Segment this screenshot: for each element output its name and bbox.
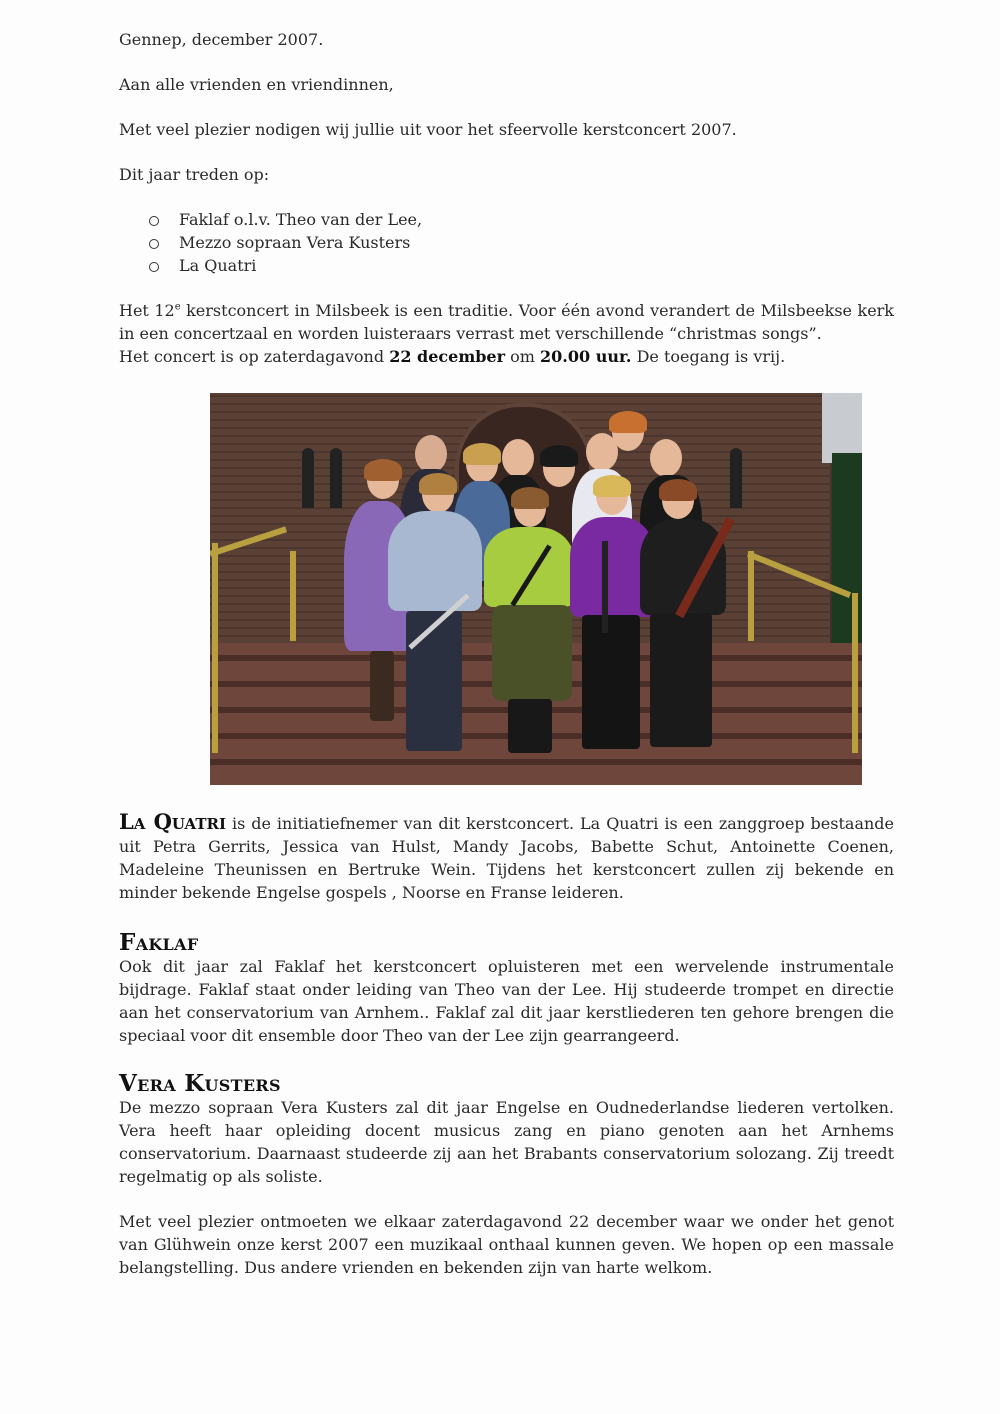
list-item: Faklaf o.l.v. Theo van der Lee, [149, 208, 894, 231]
concert-info: Het concert is op zaterdagavond 22 december om 20.00 uur. De toegang is vrij. [119, 347, 786, 366]
laquatri-lead: La Quatri [119, 809, 226, 834]
concert-time: 20.00 uur. [540, 347, 632, 366]
closing-paragraph: Met veel plezier ontmoeten we elkaar zaterdagavond 22 december waar we onder het genot van Glühwein onze kerst 2007 een muzikaal onthaal kunnen geven. We hopen op een massale belangstelling. Dus andere vrienden en bekenden zijn van harte welkom. [119, 1212, 894, 1277]
circle-bullet-icon [149, 262, 159, 272]
faklaf-paragraph: Ook dit jaar zal Faklaf het kerstconcert opluisteren met een wervelende instrumentale bijdrage. Faklaf staat onder leiding van Theo van der Lee. Hij studeerde trompet en directie aan het conservatorium van Arnhem.. Faklaf zal dit jaar kerstliederen ten gehore brengen die speciaal voor dit ensemble door Theo van der Lee zijn gearrangeerd. [119, 957, 894, 1045]
vera-paragraph: De mezzo sopraan Vera Kusters zal dit jaar Engelse en Oudnederlandse liederen vertolken. Vera heeft haar opleiding docent musicus zang en piano genoten aan het Arnhems conservatorium. Daarnaast studeerde zij aan het Brabants conservatorium solozang. Zij treedt regelmatig op als soliste. [119, 1098, 894, 1186]
faklaf-heading: Faklaf [119, 929, 199, 956]
circle-bullet-icon [149, 239, 159, 249]
list-item: La Quatri [149, 254, 894, 277]
tradition-paragraph: Het 12e kerstconcert in Milsbeek is een traditie. Voor één avond verandert de Milsbeekse kerk in een concertzaal en worden luisteraars verrast met verschillende “christmas songs”. [119, 301, 895, 343]
content-sections [119, 810, 894, 1279]
performers-list [119, 208, 894, 277]
vera-heading: Vera Kusters [119, 1070, 281, 1097]
concert-date: 22 december [389, 347, 506, 366]
laquatri-paragraph: La Quatri is de initiatiefnemer van dit kerstconcert. La Quatri is een zanggroep bestaande uit Petra Gerrits, Jessica van Hulst, Mandy Jacobs, Babette Schut, Antoinette Coenen, Madeleine Theunissen en Bertruke Wein. Tijdens het kerstconcert zullen zij bekende en minder bekende Engelse gospels , Noorse en Franse leideren. [119, 809, 894, 902]
salutation: Aan alle vrienden en vriendinnen, [119, 75, 394, 94]
invite-paragraph: Met veel plezier nodigen wij jullie uit voor het sfeervolle kerstconcert 2007. [119, 120, 737, 139]
group-photo [210, 393, 862, 785]
list-item: Mezzo sopraan Vera Kusters [149, 231, 894, 254]
performers-intro: Dit jaar treden op: [119, 165, 270, 184]
circle-bullet-icon [149, 216, 159, 226]
date-line: Gennep, december 2007. [119, 30, 324, 49]
letter-body [119, 28, 894, 368]
